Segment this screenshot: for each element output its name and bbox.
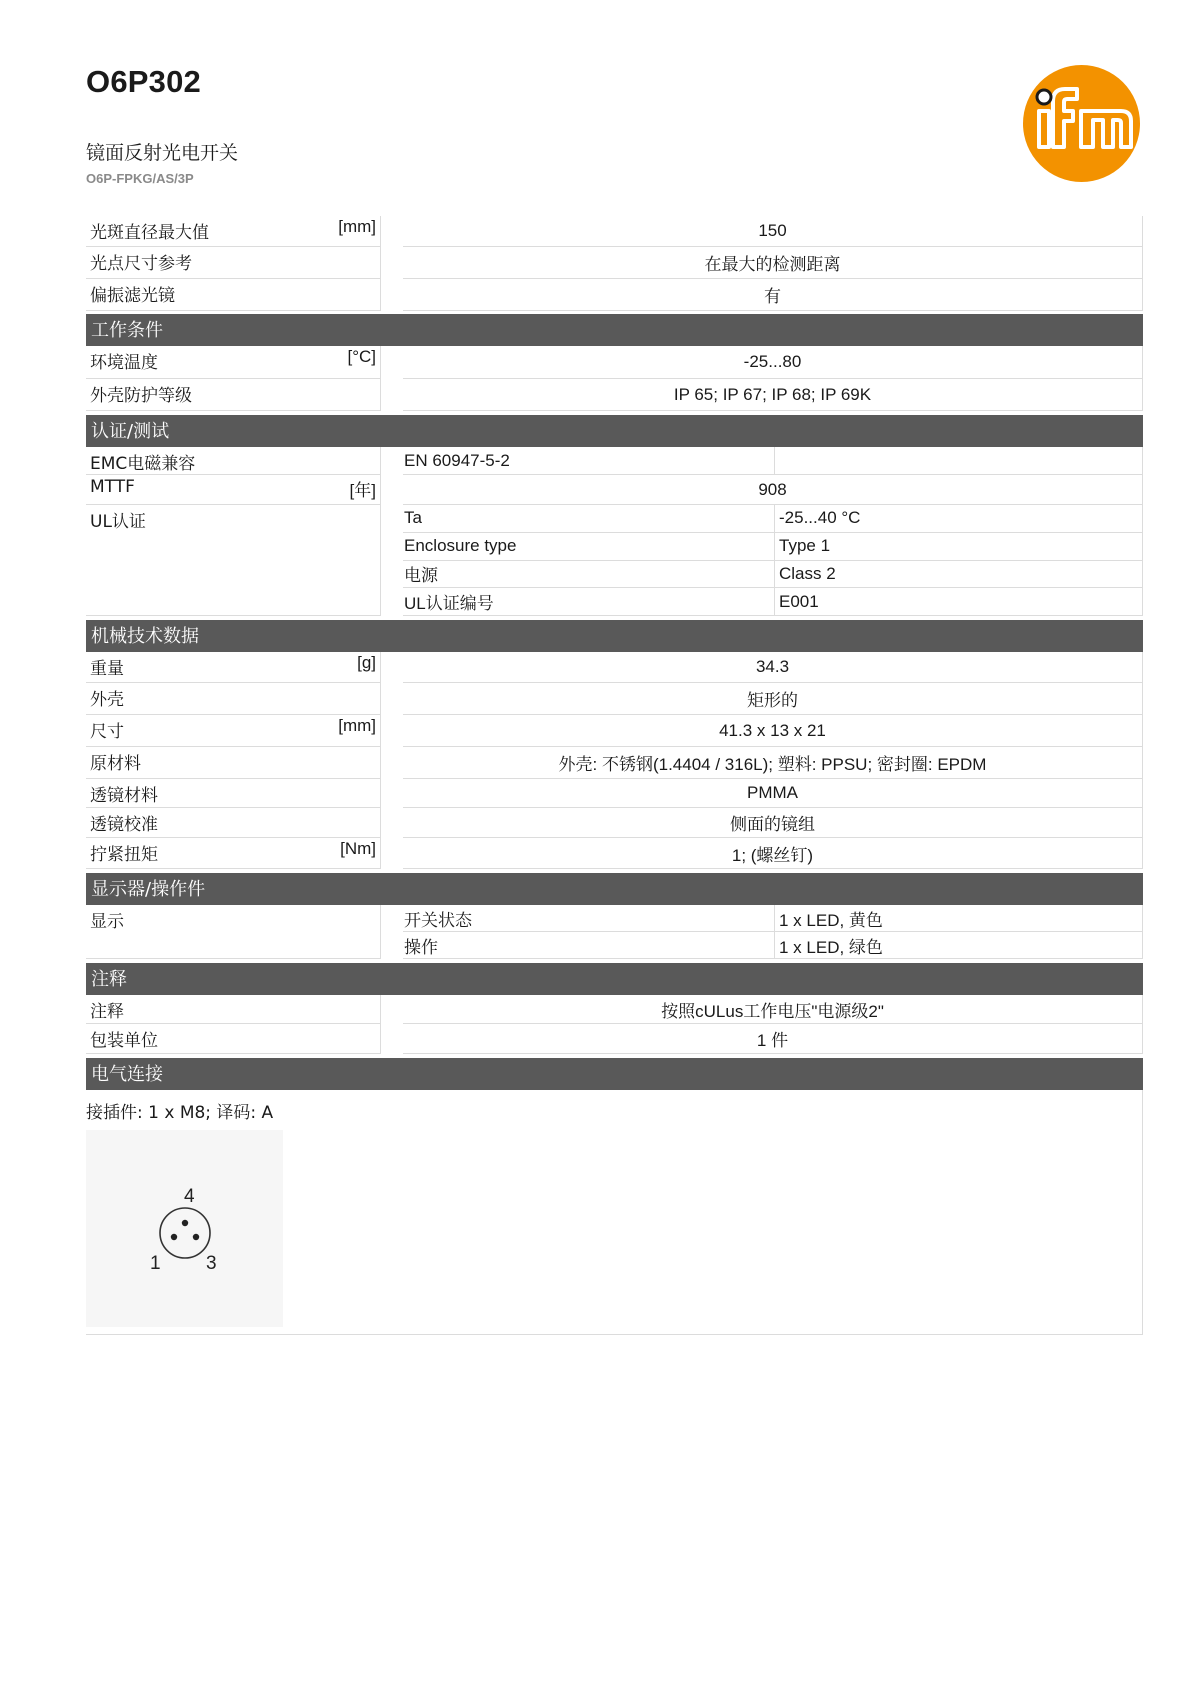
- sub-key: 操作: [403, 932, 775, 959]
- sub-value: Type 1: [775, 533, 1143, 561]
- spec-label-cell: [86, 652, 381, 683]
- product-subtitle: 镜面反射光电开关: [86, 142, 239, 164]
- spec-row: [86, 683, 1143, 715]
- spec-label-cell: [86, 779, 381, 808]
- spec-label-cell: [86, 715, 381, 747]
- sub-value: [775, 447, 1143, 475]
- spec-value: 150: [403, 216, 1143, 247]
- product-title: O6P302: [86, 64, 201, 99]
- spec-label: 透镜材料: [90, 786, 158, 806]
- pin-label-4: 4: [184, 1186, 195, 1207]
- pin-label-3: 3: [206, 1253, 217, 1274]
- section-header-operating: 工作条件: [86, 314, 1143, 346]
- spec-label: 重量: [90, 659, 124, 679]
- spec-row: [86, 1024, 1143, 1054]
- spec-value: 908: [403, 475, 1143, 505]
- sub-key: Enclosure type: [403, 533, 775, 561]
- spec-label-cell: [86, 1024, 381, 1054]
- sub-value: E001: [775, 588, 1143, 616]
- spec-label-cell: [86, 279, 381, 311]
- sub-key: 电源: [403, 561, 775, 589]
- spec-label-cell: [86, 838, 381, 869]
- sub-key: Ta: [403, 505, 775, 533]
- spec-row-display: [86, 905, 1143, 959]
- section-header-approvals: 认证/测试: [86, 415, 1143, 447]
- spec-value: 矩形的: [403, 683, 1143, 715]
- spec-label-cell: [86, 379, 381, 411]
- spec-row: [86, 379, 1143, 411]
- spec-row: [86, 652, 1143, 683]
- spec-value: 41.3 x 13 x 21: [403, 715, 1143, 747]
- spec-row: [86, 279, 1143, 311]
- electrical-connection-panel: [86, 1090, 1143, 1335]
- spec-label-cell: [86, 905, 381, 959]
- spec-value: PMMA: [403, 779, 1143, 808]
- spec-row: [86, 808, 1143, 838]
- spec-row: [86, 779, 1143, 808]
- spec-row: [86, 346, 1143, 379]
- datasheet-content: [86, 216, 1143, 1335]
- spec-label-cell: [86, 808, 381, 838]
- spec-value: 1; (螺丝钉): [403, 838, 1143, 869]
- spec-label: 包装单位: [90, 1031, 158, 1051]
- spec-label-cell: [86, 683, 381, 715]
- spec-label: MTTF: [90, 477, 135, 497]
- spec-label: 光斑直径最大值: [90, 223, 209, 243]
- spec-label: EMC电磁兼容: [90, 454, 196, 474]
- spec-row: [86, 747, 1143, 779]
- spec-label-cell: [86, 747, 381, 779]
- sub-key: UL认证编号: [403, 588, 775, 616]
- spec-label-cell: [86, 216, 381, 247]
- spec-label-cell: [86, 995, 381, 1024]
- spec-row: [86, 247, 1143, 279]
- spec-label-cell: [86, 475, 381, 505]
- spec-label: 显示: [90, 912, 124, 932]
- spec-unit: [g]: [357, 653, 376, 672]
- section-header-display: 显示器/操作件: [86, 873, 1143, 905]
- spec-row: [86, 475, 1143, 505]
- spec-row-ul: [86, 505, 1143, 616]
- section-header-mechanical: 机械技术数据: [86, 620, 1143, 652]
- spec-label: 透镜校准: [90, 815, 158, 835]
- spec-value: IP 65; IP 67; IP 68; IP 69K: [403, 379, 1143, 411]
- spec-label-cell: [86, 447, 381, 475]
- spec-unit: [mm]: [338, 217, 376, 236]
- spec-label: 环境温度: [90, 353, 158, 373]
- spec-label-cell: [86, 505, 381, 616]
- ifm-logo: [1023, 65, 1140, 182]
- spec-label-cell: [86, 247, 381, 279]
- spec-unit: [mm]: [338, 716, 376, 735]
- spec-label: 拧紧扭矩: [90, 845, 158, 865]
- sub-value: 1 x LED, 绿色: [775, 932, 1143, 959]
- m8-connector-pinout-icon: [86, 1130, 283, 1327]
- sub-value: -25...40 °C: [775, 505, 1143, 533]
- spec-label: 外壳: [90, 690, 124, 710]
- sub-key: EN 60947-5-2: [403, 447, 775, 475]
- sub-key: 开关状态: [403, 905, 775, 932]
- spec-row: [86, 715, 1143, 747]
- spec-unit: [年]: [349, 481, 376, 500]
- product-code: O6P-FPKG/AS/3P: [86, 171, 194, 186]
- sub-value: Class 2: [775, 561, 1143, 589]
- spec-value: 侧面的镜组: [403, 808, 1143, 838]
- pin-label-1: 1: [150, 1253, 161, 1274]
- spec-label: 偏振滤光镜: [90, 286, 175, 306]
- section-header-electrical: 电气连接: [86, 1058, 1143, 1090]
- spec-label: 外壳防护等级: [90, 386, 192, 406]
- connector-description: 接插件: 1 x M8; 译码: A: [86, 1103, 274, 1123]
- pin-diagram: [86, 1130, 283, 1327]
- spec-label: 光点尺寸参考: [90, 254, 192, 274]
- spec-value: -25...80: [403, 346, 1143, 379]
- spec-row: [86, 838, 1143, 869]
- spec-row: [86, 995, 1143, 1024]
- spec-label: 原材料: [90, 754, 141, 774]
- spec-unit: [Nm]: [340, 839, 376, 858]
- spec-value: 1 件: [403, 1024, 1143, 1054]
- sub-value: 1 x LED, 黄色: [775, 905, 1143, 932]
- spec-row: [86, 216, 1143, 247]
- spec-value: 有: [403, 279, 1143, 311]
- spec-value: 在最大的检测距离: [403, 247, 1143, 279]
- spec-row-emc: [86, 447, 1143, 475]
- spec-value: 按照cULus工作电压"电源级2": [403, 995, 1143, 1024]
- spec-label-cell: [86, 346, 381, 379]
- spec-value: 外壳: 不锈钢(1.4404 / 316L); 塑料: PPSU; 密封圈: EPDM: [403, 747, 1143, 779]
- spec-label: 尺寸: [90, 722, 124, 742]
- section-header-remarks: 注释: [86, 963, 1143, 995]
- spec-label: UL认证: [90, 512, 146, 532]
- spec-label: 注释: [90, 1002, 124, 1022]
- spec-unit: [°C]: [347, 347, 376, 366]
- spec-value: 34.3: [403, 652, 1143, 683]
